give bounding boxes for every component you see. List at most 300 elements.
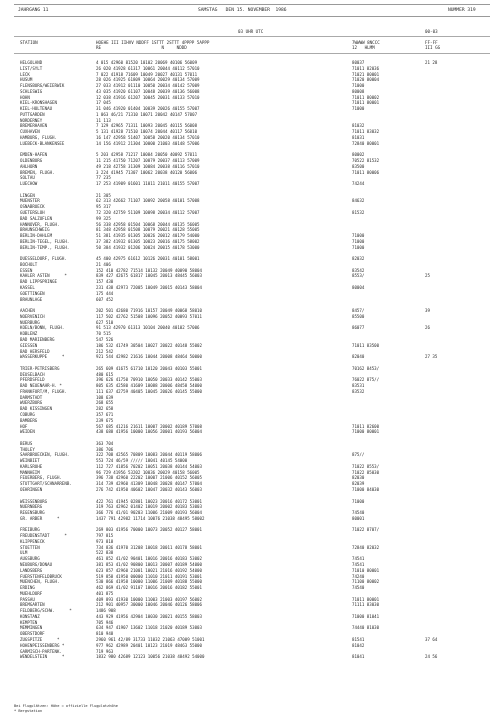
station-name: KARLSRUHE bbox=[20, 463, 43, 469]
station-name: REGENSBURG bbox=[20, 510, 45, 516]
station-name: MEMMINGEN bbox=[20, 625, 43, 631]
group-spacer bbox=[0, 250, 504, 255]
weather-codes: 71011 82036 bbox=[352, 65, 380, 71]
station-row bbox=[0, 95, 504, 100]
synop-codes: 461 852 41/02 90401 10016 20016 40183 53002 bbox=[96, 556, 202, 562]
wind-gust: 37 64 bbox=[425, 637, 438, 642]
synop-codes: 797 815 bbox=[96, 533, 114, 539]
station-name: KONSTANZ bbox=[20, 613, 40, 619]
wind-gust: 27 35 bbox=[425, 354, 438, 360]
station-name: KLIPPENECK bbox=[20, 538, 45, 544]
station-name: HOF bbox=[20, 423, 28, 429]
station-name: BAD NEUENAHR-H. * bbox=[20, 383, 62, 389]
station-name: SAARBRUECKEN, FLUGH. bbox=[20, 452, 70, 458]
group-spacer bbox=[0, 147, 504, 152]
station-row bbox=[0, 574, 504, 579]
station-name: HOHN bbox=[20, 94, 30, 100]
synop-codes: 49 218 42758 31309 10084 20038 40116 57010 bbox=[96, 163, 200, 169]
station-name: FREUDENSTADT * bbox=[20, 533, 67, 539]
station-row bbox=[0, 568, 504, 573]
column-header-ff-sub: III GG bbox=[425, 45, 441, 50]
station-name: MUEHLDORF bbox=[20, 590, 43, 596]
station-name: HAMBURG, FLUGH. bbox=[20, 135, 57, 140]
station-row bbox=[0, 383, 504, 388]
synop-codes: 519 858 41950 00000 11010 21011 40191 53001 bbox=[96, 573, 202, 579]
station-row bbox=[0, 170, 504, 175]
station-row bbox=[0, 245, 504, 250]
column-rule-bottom bbox=[14, 53, 490, 54]
weather-codes: 81031 bbox=[352, 135, 365, 140]
synop-codes: 3 224 41945 71307 10062 20038 40120 56006 bbox=[96, 169, 198, 175]
weather-codes: 71022 8707/ bbox=[352, 527, 380, 533]
station-row bbox=[0, 614, 504, 619]
station-row bbox=[0, 620, 504, 625]
station-row bbox=[0, 308, 504, 313]
synop-codes: 1832 980 42689 12123 10056 21038 48492 54000 bbox=[96, 654, 205, 660]
weather-codes: 71000 bbox=[352, 498, 365, 504]
station-row bbox=[0, 256, 504, 261]
station-row bbox=[0, 222, 504, 227]
synop-codes: 396 626 41750 70910 10050 20033 40142 55003 bbox=[96, 377, 202, 383]
weather-codes: 80037 bbox=[352, 60, 365, 65]
group-spacer bbox=[0, 435, 504, 440]
synop-codes: 26 020 41928 61317 10061 20044 40112 57010 bbox=[96, 65, 200, 71]
station-row bbox=[0, 441, 504, 446]
station-name: NEUBURG/DONAU bbox=[20, 561, 53, 567]
synop-codes: 21 406 bbox=[96, 261, 111, 267]
synop-codes: 72 320 42759 51109 10098 20034 40112 57007 bbox=[96, 210, 200, 216]
station-name: DUESSELDORF, FLUGH. bbox=[20, 256, 67, 262]
synop-codes: 705 946 bbox=[96, 619, 114, 625]
station-name: THOLEY bbox=[20, 446, 35, 452]
station-row bbox=[0, 331, 504, 336]
weather-codes: 85500 bbox=[352, 313, 365, 319]
station-row bbox=[0, 608, 504, 613]
station-name: BAMBERG bbox=[20, 417, 38, 423]
station-row bbox=[0, 400, 504, 405]
weather-codes: 74240 bbox=[352, 573, 365, 579]
station-name: LIST/SYLT bbox=[20, 65, 43, 71]
station-name: OEHRINGEN bbox=[20, 486, 43, 492]
station-row bbox=[0, 273, 504, 278]
synop-codes: 111 637 42759 40405 10045 20026 40145 55000 bbox=[96, 388, 202, 394]
station-row bbox=[0, 562, 504, 567]
station-row bbox=[0, 314, 504, 319]
weather-codes: 72840 82032 bbox=[352, 544, 380, 550]
station-row bbox=[0, 481, 504, 486]
weather-codes: 70522 81532 bbox=[352, 158, 380, 164]
synop-codes: 50 384 41932 01206 10024 20015 40178 53000 bbox=[96, 244, 200, 250]
synop-codes: 839 427 42675 61817 10045 20013 48445 56003 bbox=[96, 273, 202, 279]
station-row bbox=[0, 631, 504, 636]
station-row bbox=[0, 193, 504, 198]
station-name: BOCHOLT bbox=[20, 261, 38, 267]
synop-codes: 17 253 41909 01601 11011 21011 40155 57007 bbox=[96, 181, 200, 187]
weather-codes: 81532 bbox=[352, 210, 365, 216]
station-row bbox=[0, 539, 504, 544]
synop-codes: 4 015 42960 81520 10102 20069 40106 56009 bbox=[96, 60, 198, 65]
station-name: NUERNBERG bbox=[20, 504, 43, 510]
station-name: BRAUNSCHWEIG bbox=[20, 227, 50, 233]
weather-codes: 70162 8453/ bbox=[352, 365, 380, 371]
synop-codes: 530 866 41958 10000 11006 21009 40188 55000 bbox=[96, 579, 202, 585]
station-row bbox=[0, 216, 504, 221]
station-name: TRIER-PETRISBERG bbox=[20, 365, 60, 371]
synop-codes: 45 400 42975 61612 10126 20031 40101 58001 bbox=[96, 256, 200, 262]
synop-codes: 51 381 41935 01305 10026 20012 40179 54000 bbox=[96, 233, 200, 239]
weather-codes: 71000 bbox=[352, 233, 365, 239]
weather-codes: 86077 bbox=[352, 325, 365, 331]
column-header-station: STATION bbox=[20, 40, 38, 45]
station-row bbox=[0, 72, 504, 77]
weather-codes: 80002 bbox=[352, 152, 365, 158]
station-row bbox=[0, 135, 504, 140]
station-row bbox=[0, 429, 504, 434]
station-row bbox=[0, 164, 504, 169]
station-name: STUTTGART/SCHNARRENB. bbox=[20, 481, 72, 487]
station-name: MANNHEIM bbox=[20, 469, 40, 475]
weather-codes: 76022 875// bbox=[352, 377, 380, 383]
synop-codes: 21 305 bbox=[96, 192, 111, 198]
station-row bbox=[0, 118, 504, 123]
synop-codes: 567 685 41216 21611 10007 20002 40189 57008 bbox=[96, 423, 202, 429]
station-name: BERLIN-TEGEL, FLUGH. bbox=[20, 238, 70, 244]
station-row bbox=[0, 516, 504, 521]
synop-codes: 366 776 41/01 90203 11006 21009 40193 56004 bbox=[96, 510, 202, 516]
station-row bbox=[0, 210, 504, 215]
station-row bbox=[0, 625, 504, 630]
group-spacer bbox=[0, 187, 504, 192]
station-name: HELGOLAND bbox=[20, 60, 43, 65]
station-row bbox=[0, 458, 504, 463]
station-row bbox=[0, 152, 504, 157]
station-name: BREMEN, FLUGH. bbox=[20, 169, 55, 175]
station-name: BREMERHAVEN bbox=[20, 123, 48, 129]
station-row bbox=[0, 545, 504, 550]
synop-codes: 16 147 42958 51407 10058 20020 40134 57010 bbox=[96, 135, 200, 140]
synop-codes: 212 901 40957 30000 10046 20046 40126 58006 bbox=[96, 602, 202, 608]
synop-codes: 175 444 bbox=[96, 290, 114, 296]
station-name: FLENSBURG/WEIERWIK bbox=[20, 83, 65, 89]
report-date: SAMSTAG DEN 15. NOVEMBER 1986 bbox=[198, 8, 287, 13]
station-row bbox=[0, 239, 504, 244]
station-row bbox=[0, 343, 504, 348]
station-row bbox=[0, 475, 504, 480]
station-row bbox=[0, 487, 504, 492]
synop-codes: 547 526 bbox=[96, 336, 114, 342]
station-name: HANNOVER, FLUGH. bbox=[20, 221, 60, 227]
station-row bbox=[0, 268, 504, 273]
column-header-ww-sub: 12 HLMM bbox=[352, 45, 375, 50]
weather-codes: 71011 80001 bbox=[352, 596, 380, 602]
synop-codes: 43 035 41920 61107 10048 20039 40136 56008 bbox=[96, 88, 200, 94]
station-row bbox=[0, 349, 504, 354]
station-row bbox=[0, 366, 504, 371]
synop-codes: 11 113 bbox=[96, 117, 111, 123]
station-row bbox=[0, 389, 504, 394]
station-row bbox=[0, 585, 504, 590]
station-row bbox=[0, 297, 504, 302]
synop-codes: 627 510 bbox=[96, 319, 114, 325]
station-row bbox=[0, 406, 504, 411]
column-header-ww: 7WWWW 8NCCC bbox=[352, 40, 380, 45]
station-row bbox=[0, 452, 504, 457]
station-name: OBERSTDORF bbox=[20, 631, 45, 637]
weather-codes: 71011 80002 bbox=[352, 94, 380, 100]
synop-codes: 231 438 42973 72005 10049 20015 40143 58004 bbox=[96, 285, 202, 291]
synop-codes: 1 063 46/21 71310 10071 20042 40147 57007 bbox=[96, 111, 198, 117]
footnote-mountain: * Bergstation bbox=[14, 709, 43, 713]
synop-codes: 11 215 41750 71207 10079 20037 40113 57009 bbox=[96, 158, 200, 164]
synop-codes: 443 929 41956 42904 10030 20021 40155 58003 bbox=[96, 613, 202, 619]
station-name: LECK bbox=[20, 71, 30, 77]
station-name: DARMSTADT bbox=[20, 394, 43, 400]
synop-codes: 186 532 41749 30504 10027 20022 40148 55002 bbox=[96, 342, 202, 348]
synop-codes: 77 235 bbox=[96, 175, 111, 181]
weather-codes: 71000 81041 bbox=[352, 613, 380, 619]
synop-codes: 462 869 41/02 91107 10016 20016 40182 55001 bbox=[96, 585, 202, 591]
station-row bbox=[0, 556, 504, 561]
synop-codes: 623 857 42960 21001 10021 21016 40192 54000 bbox=[96, 567, 202, 573]
synop-codes: 396 738 42960 22202 10007 21006 40152 56005 bbox=[96, 475, 202, 481]
station-row bbox=[0, 510, 504, 515]
station-name: SCHLESWIG bbox=[20, 88, 43, 94]
station-name: WEINBIET bbox=[20, 458, 40, 464]
synop-codes: 99 325 bbox=[96, 215, 111, 221]
station-name: WENDELSTEIN * bbox=[20, 654, 65, 660]
station-row bbox=[0, 112, 504, 117]
weather-codes: 74540 bbox=[352, 585, 365, 591]
weather-codes: 81042 bbox=[352, 642, 365, 648]
station-name: BERLIN-TEMP., FLUGH. bbox=[20, 244, 70, 250]
column-header-codes: HOEHE III IIHVV NDDFF 1STTT 2STTT 4PPPP 5APPP bbox=[96, 40, 210, 45]
synop-codes: 269 803 41956 70000 10073 20052 40127 58001 bbox=[96, 527, 202, 533]
weather-codes: 875// bbox=[352, 452, 365, 458]
station-name: KOELN/BONN, FLUGH. bbox=[20, 325, 65, 331]
station-name: PASSAU bbox=[20, 596, 35, 602]
station-row bbox=[0, 602, 504, 607]
station-name: GOETTINGEN bbox=[20, 290, 45, 296]
synop-codes: 5 131 41928 71510 10074 20044 40117 56010 bbox=[96, 129, 198, 135]
station-row bbox=[0, 89, 504, 94]
weather-codes: 71011 83500 bbox=[352, 342, 380, 348]
synop-codes: 108 639 bbox=[96, 394, 114, 400]
weather-codes: 71021 80001 bbox=[352, 71, 380, 77]
station-row bbox=[0, 372, 504, 377]
station-row bbox=[0, 285, 504, 290]
synop-codes: 921 544 42982 21616 10044 20008 48464 50000 bbox=[96, 354, 202, 360]
weather-codes: 71000 bbox=[352, 106, 365, 112]
station-name: LUEBECK-BLANKENSEE bbox=[20, 140, 65, 146]
synop-codes: 314 739 42960 41309 10048 20028 40147 57004 bbox=[96, 481, 202, 487]
station-name: FELDBERG/SCHW. * bbox=[20, 608, 72, 614]
weather-codes: 71000 bbox=[352, 238, 365, 244]
station-name: STOETTEN bbox=[20, 544, 40, 550]
group-spacer bbox=[0, 522, 504, 527]
synop-codes: 202 501 42680 71916 10157 20049 40068 58010 bbox=[96, 308, 202, 314]
station-name: LUECHOW bbox=[20, 181, 38, 187]
weather-codes: 74244 bbox=[352, 181, 365, 187]
station-row bbox=[0, 77, 504, 82]
time-code: 00-03 bbox=[425, 29, 438, 34]
station-name: PFERDSFELD bbox=[20, 377, 45, 383]
synop-codes: 734 836 41970 31208 10018 20011 40178 58001 bbox=[96, 544, 202, 550]
station-row bbox=[0, 597, 504, 602]
station-row bbox=[0, 579, 504, 584]
synop-codes: 973 818 bbox=[96, 538, 114, 544]
synop-codes: 12 038 41916 61207 10045 20031 40133 57010 bbox=[96, 94, 200, 100]
station-row bbox=[0, 654, 504, 659]
weather-codes: 71000 bbox=[352, 244, 365, 250]
synop-codes: 28 026 41925 61809 10064 20029 40134 57009 bbox=[96, 77, 200, 83]
station-name: ZUGSPITZE * bbox=[20, 637, 60, 642]
synop-codes: 265 609 41675 61710 10120 20043 40103 55001 bbox=[96, 365, 202, 371]
synop-codes: 96 729 41956 53202 10036 20029 40158 56005 bbox=[96, 469, 200, 475]
station-row bbox=[0, 591, 504, 596]
group-spacer bbox=[0, 493, 504, 498]
group-spacer bbox=[0, 302, 504, 307]
synop-codes: 157 430 bbox=[96, 279, 114, 285]
weather-codes: 83531 bbox=[352, 383, 365, 389]
station-row bbox=[0, 60, 504, 65]
synop-codes: 634 947 41907 13602 11018 21020 40189 53003 bbox=[96, 625, 202, 631]
station-name: DEUSELBACH bbox=[20, 371, 45, 377]
station-row bbox=[0, 550, 504, 555]
weather-codes: 71011 80001 bbox=[352, 100, 380, 106]
station-name: GARMISCH-PARTENK. bbox=[20, 648, 62, 654]
group-spacer bbox=[0, 360, 504, 365]
station-row bbox=[0, 123, 504, 128]
station-name: GIESSEN bbox=[20, 342, 38, 348]
synop-codes: 268 655 bbox=[96, 400, 114, 406]
wind-gust: 24 56 bbox=[425, 654, 438, 660]
weather-codes: 84632 bbox=[352, 198, 365, 204]
synop-codes: 7 022 41918 71609 10049 20027 40131 57011 bbox=[96, 71, 198, 77]
station-row bbox=[0, 637, 504, 642]
station-name: ULM bbox=[20, 550, 28, 556]
station-name: MUENSTER bbox=[20, 198, 40, 204]
station-row bbox=[0, 395, 504, 400]
station-row bbox=[0, 354, 504, 359]
station-name: ERDING bbox=[20, 585, 35, 591]
observation-time: 03 UHR UTC bbox=[238, 29, 264, 34]
weather-codes: 82032 bbox=[352, 256, 365, 262]
station-name: ESSEN bbox=[20, 267, 33, 273]
station-name: LINGEN bbox=[20, 192, 35, 198]
station-name: FUERSTENFELDBRUCK bbox=[20, 573, 62, 579]
station-row bbox=[0, 175, 504, 180]
volume-label: JAHRGANG 11 bbox=[18, 8, 49, 13]
synop-codes: 239 675 bbox=[96, 417, 114, 423]
synop-codes: 1486 908 bbox=[96, 608, 116, 614]
synop-codes: 810 948 bbox=[96, 631, 114, 637]
station-row bbox=[0, 504, 504, 509]
footnote-airfield: Bei Flugplätzen: Höhe = offizielle Flugplatzhöhe bbox=[14, 704, 118, 708]
wind-gust: 25 bbox=[425, 273, 430, 279]
station-name: FEUERBERG, FLUGH. bbox=[20, 475, 62, 481]
synop-codes: 363 704 bbox=[96, 440, 114, 446]
station-name: MUENCHEN, FLUGH. bbox=[20, 579, 60, 585]
weather-codes: 83532 bbox=[352, 388, 365, 394]
station-name: BERLIN-DAHLEM bbox=[20, 233, 53, 239]
station-name: BRAUNLAGE bbox=[20, 296, 43, 302]
wind-gust: 39 bbox=[425, 308, 430, 314]
station-name: WEIDEN bbox=[20, 429, 35, 435]
synop-codes: 386 706 bbox=[96, 446, 114, 452]
synop-codes: 95 317 bbox=[96, 204, 111, 210]
synop-codes: 522 838 bbox=[96, 550, 114, 556]
station-name: KIEL-HOLTENAU bbox=[20, 106, 53, 112]
station-name: PUTTGARDEN bbox=[20, 111, 45, 117]
weather-codes: 71020 80004 bbox=[352, 77, 380, 83]
station-row bbox=[0, 181, 504, 186]
station-name: AHLHORN bbox=[20, 163, 38, 169]
wind-gust: 26 bbox=[425, 325, 430, 331]
station-row bbox=[0, 227, 504, 232]
weather-codes: 71011 82600 bbox=[352, 423, 380, 429]
station-row bbox=[0, 158, 504, 163]
synop-codes: 37 382 41932 01305 10023 20016 40175 58002 bbox=[96, 238, 200, 244]
synop-codes: 2960 961 42/89 31733 11032 21063 47009 51001 bbox=[96, 637, 205, 642]
station-row bbox=[0, 527, 504, 532]
weather-codes: 72840 80001 bbox=[352, 140, 380, 146]
synop-codes: 409 893 41930 10000 11003 21003 40197 56002 bbox=[96, 596, 202, 602]
station-row bbox=[0, 66, 504, 71]
station-name: BAD SALZUFLEN bbox=[20, 215, 53, 221]
synop-codes: 276 742 41950 40602 10047 20032 40143 56003 bbox=[96, 486, 202, 492]
station-name: OLDENBURG bbox=[20, 158, 43, 164]
station-row bbox=[0, 198, 504, 203]
station-row bbox=[0, 204, 504, 209]
synop-codes: 17 045 bbox=[96, 100, 111, 106]
station-row bbox=[0, 279, 504, 284]
weather-codes: 8457/ bbox=[352, 308, 365, 314]
wind-gust: 21 28 bbox=[425, 60, 438, 65]
station-row bbox=[0, 233, 504, 238]
synop-codes: 56 338 42958 01504 10068 20044 40135 56005 bbox=[96, 221, 200, 227]
station-name: KAHLER ASTEN * bbox=[20, 273, 67, 279]
station-name: NORDERNEY bbox=[20, 117, 43, 123]
station-name: KEMPTEN bbox=[20, 619, 38, 625]
station-row bbox=[0, 325, 504, 330]
synop-codes: 27 033 41912 01110 10050 20034 40142 57009 bbox=[96, 83, 200, 89]
weather-codes: 83500 bbox=[352, 163, 365, 169]
station-row bbox=[0, 100, 504, 105]
synop-codes: 381 853 41/02 90800 10013 20007 40189 54000 bbox=[96, 561, 202, 567]
synop-codes: 7 129 42965 71311 10093 20045 40115 56008 bbox=[96, 123, 198, 129]
station-row bbox=[0, 418, 504, 423]
weather-codes: 81041 bbox=[352, 654, 365, 660]
station-name: WUERZBURG bbox=[20, 400, 43, 406]
station-name: GR. ARBER * bbox=[20, 515, 60, 521]
station-name: KASSEL bbox=[20, 285, 35, 291]
weather-codes: 71000 84030 bbox=[352, 486, 380, 492]
station-name: BERUS bbox=[20, 440, 33, 446]
column-header-ff: FF-FF bbox=[425, 40, 438, 45]
station-row bbox=[0, 447, 504, 452]
issue-number: NUMMER 319 bbox=[448, 8, 476, 13]
weather-codes: 71022 85030 bbox=[352, 469, 380, 475]
station-row bbox=[0, 129, 504, 134]
weather-codes: 74540 bbox=[352, 510, 365, 516]
weather-codes: 74541 bbox=[352, 561, 365, 567]
synop-codes: 14 156 41912 21304 10000 21003 40148 57006 bbox=[96, 140, 200, 146]
synop-codes: 212 542 bbox=[96, 348, 114, 354]
station-name: BREMGARTEN bbox=[20, 602, 45, 608]
station-name: NOERVENICH bbox=[20, 313, 45, 319]
weather-codes: 71011 80006 bbox=[352, 169, 380, 175]
synop-codes: 322 708 42565 70809 10083 20044 40119 58006 bbox=[96, 452, 202, 458]
